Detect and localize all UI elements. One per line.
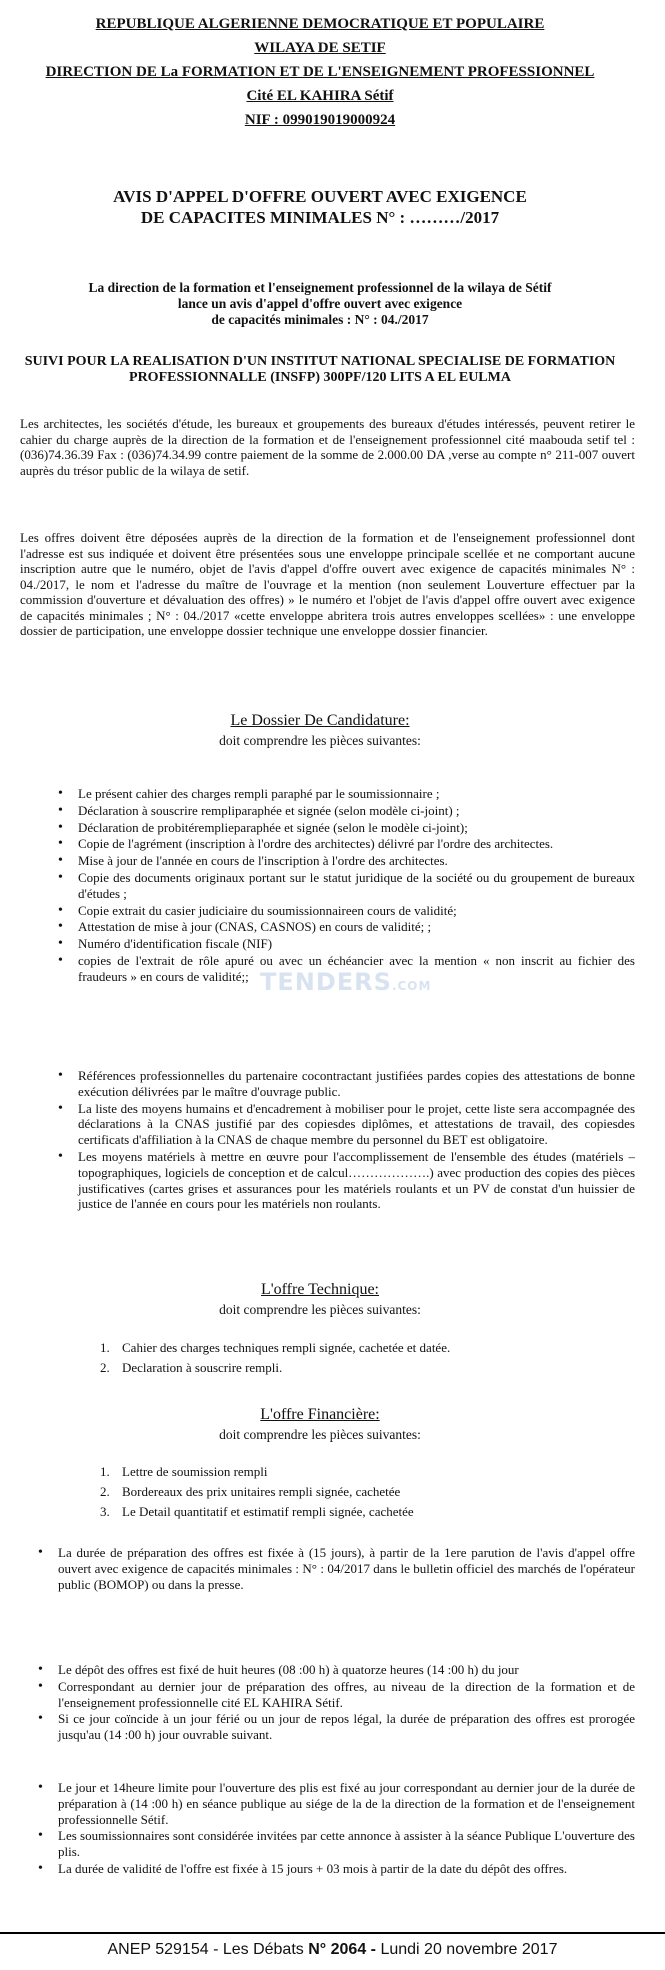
notice-title [0, 186, 640, 228]
paragraph-withdrawal: Les architectes, les sociétés d'étude, les bureaux et groupements des bureaux d'études intéressés, peuvent retirer le cahier du charge auprès de la direction de la formation et de l'enseignement professionnel cité maabouda setif tel : (036)74.36.39 Fax : (036)74.34.99 contre paiement de la somme de 2.000.00 DA ,verse au compte n° 211-007 ouvert auprès du trésor public de la wilaya de setif. [20, 416, 635, 478]
candidature-title: Le Dossier De Candidature: [230, 712, 410, 729]
financiere-item [100, 1462, 620, 1482]
nif-line: NIF : 099019019000924 [244, 112, 396, 128]
closing-list-3 [38, 1780, 635, 1878]
subject-line-1: SUIVI POUR LA REALISATION D'UN INSTITUT NATIONAL SPECIALISE DE FORMATION [24, 354, 616, 369]
title-line-2: DE CAPACITES MINIMALES N° : ………/2017 [140, 208, 500, 227]
candidature-item: • Les moyens matériels à mettre en œuvre pour l'accomplissement de l'ensemble des études (matériels –topographiques, logiciels de conception et de calcul……………….) avec production des copies des pièces justificatives (cartes grises et assurances pour les matériels roulants et un PV de constat d'un huissier de justice de l'année en cours pour les matériels non roulants. [58, 1149, 635, 1212]
title-line-1: AVIS D'APPEL D'OFFRE OUVERT AVEC EXIGENCE [113, 187, 527, 206]
item-text: Le Detail quantitatif et estimatif rempli signée, cachetée [122, 1504, 414, 1519]
candidature-item: • Copie des documents originaux portant sur le statut juridique de la société ou du groupement de bureaux d'études ; [58, 870, 635, 902]
official-header [0, 12, 640, 132]
intro-block [0, 280, 640, 328]
closing-validity: • La durée de validité de l'offre est fixée à 15 jours + 03 mois à partir de la date du dépôt des offres. [38, 1861, 635, 1877]
intro-line-2: lance un avis d'appel d'offre ouvert avec exigence [177, 296, 463, 311]
item-number: 3. [100, 1504, 110, 1519]
technique-item [100, 1358, 620, 1378]
financiere-item [100, 1502, 620, 1522]
wilaya-line: WILAYA DE SETIF [254, 40, 386, 56]
financiere-title: L'offre Financière: [260, 1406, 380, 1423]
direction-line: DIRECTION DE La FORMATION ET DE L'ENSEIGNEMENT PROFESSIONNEL [45, 64, 595, 80]
subject-line-2: PROFESSIONNALLE (INSFP) 300PF/120 LITS A EL EULMA [129, 370, 511, 385]
closing-opening: • Le jour et 14heure limite pour l'ouverture des plis est fixé au jour correspondant au dernier jour de la durée de préparation à (14 :00 h) en séance publique au siége de la de la direction de la formation et de l'enseignement professionnelle Sétif. [38, 1780, 635, 1827]
candidature-item: • Copie de l'agrément (inscription à l'ordre des architectes) délivré par l'ordre des architectes. [58, 836, 635, 852]
candidature-item: • La liste des moyens humains et d'encadrement à mobiliser pour le projet, cette liste sera accompagnée des déclarations à la CNAS justifié par des copiesdes diplômes, et attestations de travail, des copiesdes certificats d'affiliation à la CNAS de chaque membre du personnel du BET est obligatoire. [58, 1101, 635, 1148]
closing-holiday: • Si ce jour coïncide à un jour férié ou un jour de repos légal, la durée de préparation des offres est prorogée jusqu'au (14 :00 h) jour ouvrable suivant. [38, 1711, 635, 1743]
footer-date: Lundi 20 novembre 2017 [380, 1941, 558, 1958]
candidature-item: • Attestation de mise à jour (CNAS, CASNOS) en cours de validité; ; [58, 919, 635, 935]
subject-block [0, 354, 640, 386]
candidature-item: • Déclaration à souscrire rempliparaphée et signée (selon modèle ci-joint) ; [58, 803, 635, 819]
candidature-item: • Mise à jour de l'année en cours de l'inscription à l'ordre des architectes. [58, 853, 635, 869]
item-text: Cahier des charges techniques rempli signée, cachetée et datée. [122, 1340, 451, 1355]
closing-duration: • La durée de préparation des offres est fixée à (15 jours), à partir de la 1ere parution de l'avis d'appel offre ouvert avec exigence de capacités minimales : N° : 04/2017 dans le bulletin officiel des marchés de l'opérateur public (BOMOP) ou dans la presse. [38, 1545, 635, 1592]
candidature-item: • Le présent cahier des charges rempli paraphé par le soumissionnaire ; [58, 786, 635, 802]
candidature-item: • Déclaration de probitéremplieparaphée et signée (selon le modèle ci-joint); [58, 820, 635, 836]
candidature-item: • copies de l'extrait de rôle apuré ou avec un échéancier avec la mention « non inscrit au fichier des fraudeurs » en cours de validité;; [58, 953, 635, 985]
financiere-list [100, 1462, 620, 1522]
closing-list-1 [38, 1545, 635, 1593]
closing-list-2 [38, 1662, 635, 1744]
closing-deposit: • Le dépôt des offres est fixé de huit heures (08 :00 h) à quatorze heures (14 :00 h) du jour [38, 1662, 635, 1678]
closing-invitation: • Les soumissionnaires sont considérée invitées par cette annonce à assister à la séance Publique L'ouverture des plis. [38, 1828, 635, 1860]
item-number: 1. [100, 1464, 110, 1479]
item-text: Lettre de soumission rempli [122, 1464, 268, 1479]
closing-correspondant: • Correspondant au dernier jour de préparation des offres, au niveau de la direction de la formation et de l'enseignement professionnelle cité EL KAHIRA Sétif. [38, 1679, 635, 1711]
republic-line: REPUBLIQUE ALGERIENNE DEMOCRATIQUE ET POPULAIRE [95, 16, 545, 32]
technique-item [100, 1338, 620, 1358]
candidature-subtitle: doit comprendre les pièces suivantes: [219, 733, 421, 748]
intro-line-1: La direction de la formation et l'enseignement professionnel de la wilaya de Sétif [88, 280, 552, 295]
candidature-list-2 [58, 1068, 635, 1213]
candidature-item: • Numéro d'identification fiscale (NIF) [58, 936, 635, 952]
newspaper-footer [0, 1932, 665, 1970]
footer-anep: ANEP 529154 - Les Débats [107, 1941, 304, 1958]
candidature-item: • Copie extrait du casier judiciaire du soumissionnaireen cours de validité; [58, 903, 635, 919]
tenders-watermark: TENDERS.COM [260, 968, 432, 996]
financiere-item [100, 1482, 620, 1502]
candidature-list [58, 786, 635, 986]
technique-title: L'offre Technique: [260, 1281, 379, 1298]
item-number: 2. [100, 1360, 110, 1375]
technique-list [100, 1338, 620, 1378]
financiere-subtitle: doit comprendre les pièces suivantes: [219, 1427, 421, 1442]
item-number: 2. [100, 1484, 110, 1499]
item-text: Bordereaux des prix unitaires rempli signée, cachetée [122, 1484, 401, 1499]
item-number: 1. [100, 1340, 110, 1355]
item-text: Declaration à souscrire rempli. [122, 1360, 283, 1375]
intro-line-3: de capacités minimales : N° : 04./2017 [211, 312, 429, 327]
footer-issue: N° 2064 - [308, 1941, 376, 1958]
address-line: Cité EL KAHIRA Sétif [246, 88, 394, 104]
paragraph-submission: Les offres doivent être déposées auprès de la direction de la formation et de l'enseignement professionnel dont l'adresse est sus indiquée et doivent être présentées sous une enveloppe principale scellée et ne comportant aucune inscription autre que le numéro, objet de l'avis d'appel d'offre ouvert avec exigence de capacités minimales N° : 04./2017, le nom et l'adresse du maître de l'ouvrage et la mention (non seulement Louverture effectuer par la commission d'ouverture et dévaluation des offres) » le numéro et l'objet de l'avis d'appel offre ouvert avec exigence de capacités minimales ; N° : 04./2017 «cette enveloppe abritera trois autres enveloppes scellées» : une enveloppe dossier de participation, une enveloppe dossier technique une enveloppe dossier financier. [20, 530, 635, 638]
candidature-item: • Références professionnelles du partenaire cocontractant justifiées pardes copies des attestations de bonne exécution délivrées par le maître d'ouvrage public. [58, 1068, 635, 1100]
technique-subtitle: doit comprendre les pièces suivantes: [219, 1302, 421, 1317]
